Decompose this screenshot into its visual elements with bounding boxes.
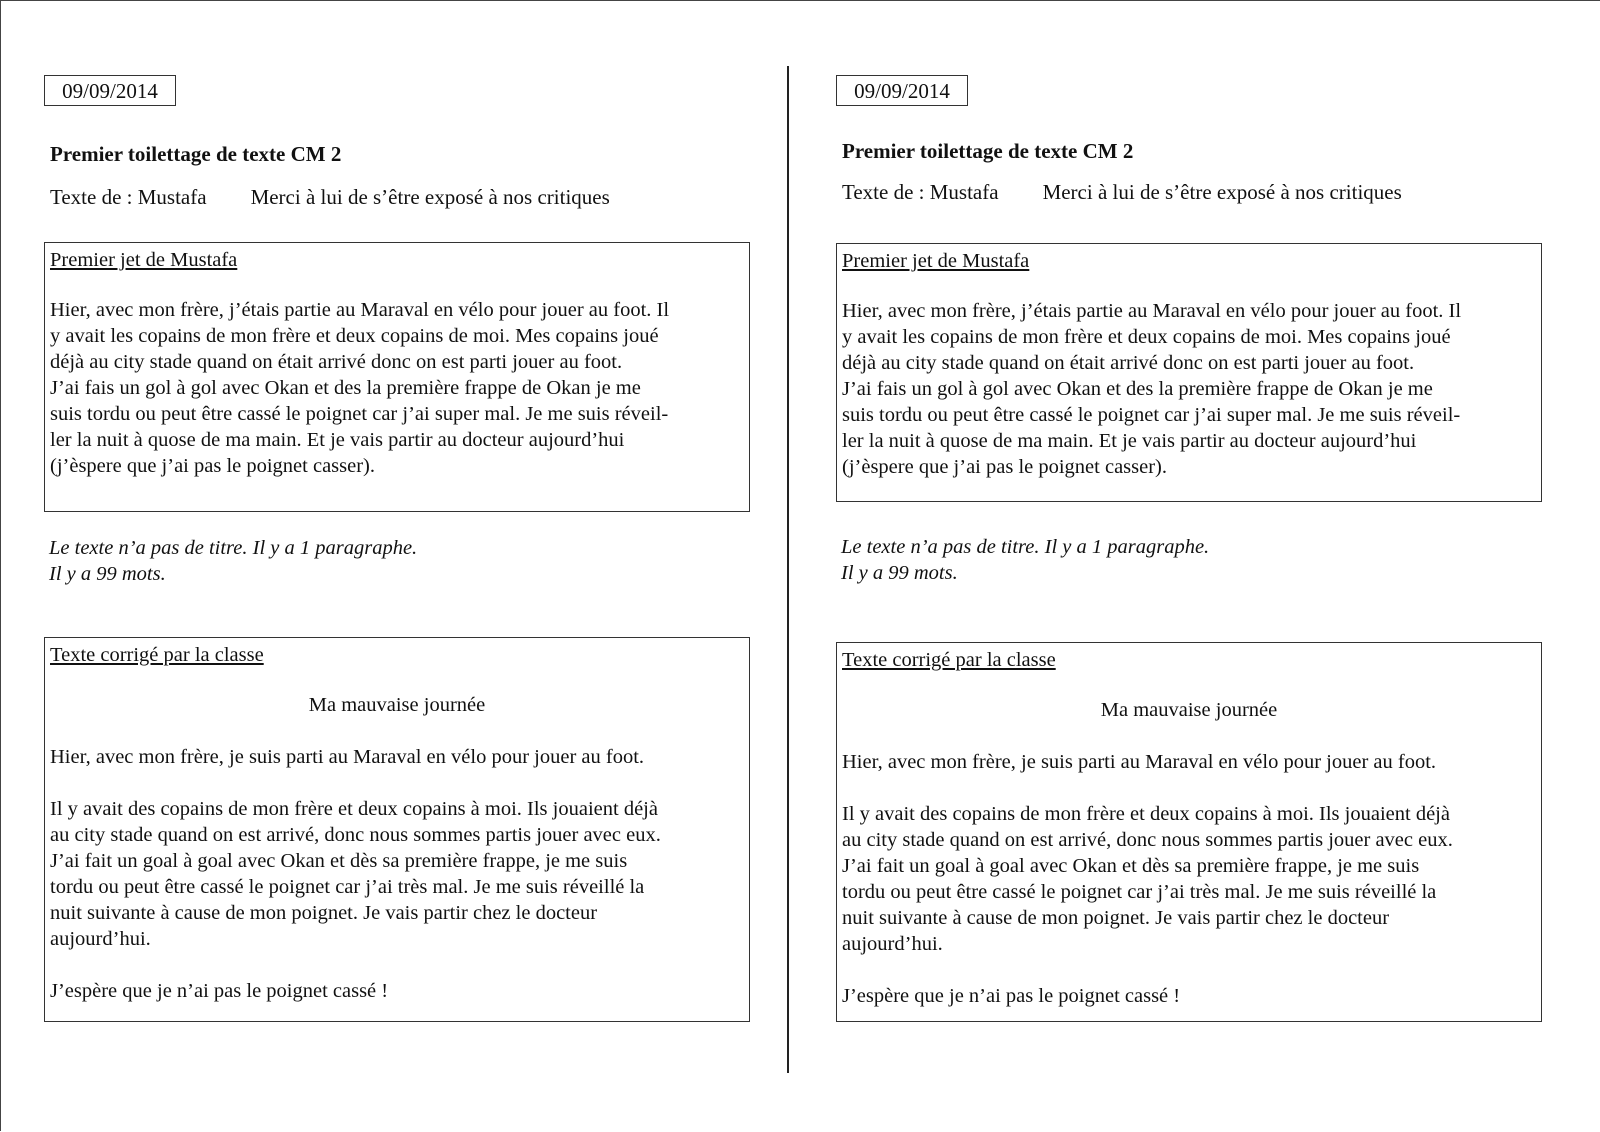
corrected-paragraph: J’espère que je n’ai pas le poignet cassé ! xyxy=(50,980,389,1002)
corrected-paragraph: Hier, avec mon frère, je suis parti au Maraval en vélo pour jouer au foot. xyxy=(50,746,645,768)
draft-notes xyxy=(841,534,1209,586)
story-title: Ma mauvaise journée xyxy=(1100,699,1278,721)
thanks-line: Merci à lui de s’être exposé à nos critiques xyxy=(1042,180,1402,204)
corrected-line: J’ai fait un goal à goal avec Okan et dès sa première frappe, je me suis xyxy=(50,850,628,872)
corrected-line: aujourd’hui. xyxy=(842,933,943,955)
corrected-line: aujourd’hui. xyxy=(50,928,151,950)
first-draft-line: y avait les copains de mon frère et deux copains de moi. Mes copains joué xyxy=(842,326,1451,348)
first-draft-line: Hier, avec mon frère, j’étais partie au Maraval en vélo pour jouer au foot. Il xyxy=(50,299,670,321)
draft-notes xyxy=(49,535,417,587)
corrected-line: tordu ou peut être cassé le poignet car j’ai très mal. Je me suis réveillé la xyxy=(842,881,1437,903)
corrected-heading: Texte corrigé par la classe xyxy=(842,649,1056,671)
first-draft-box xyxy=(44,242,750,512)
first-draft-line: suis tordu ou peut être cassé le poignet car j’ai super mal. Je me suis réveil- xyxy=(842,404,1461,426)
author-line: Texte de : Mustafa xyxy=(842,180,999,204)
first-draft-line: J’ai fais un gol à gol avec Okan et des la première frappe de Okan je me xyxy=(50,377,641,399)
document-title: Premier toilettage de texte CM 2 xyxy=(50,142,342,166)
document-title: Premier toilettage de texte CM 2 xyxy=(842,139,1134,163)
corrected-box xyxy=(44,637,750,1022)
story-title: Ma mauvaise journée xyxy=(308,694,486,716)
corrected-line: au city stade quand on est arrivé, donc nous sommes partis jouer avec eux. xyxy=(50,824,661,846)
left-copy xyxy=(1,1,761,1132)
first-draft-heading: Premier jet de Mustafa xyxy=(50,249,238,271)
first-draft-line: (j’èspere que j’ai pas le poignet casser). xyxy=(50,455,376,477)
first-draft-line: déjà au city stade quand on était arrivé donc on est parti jouer au foot. xyxy=(842,352,1415,374)
note-line: Le texte n’a pas de titre. Il y a 1 paragraphe. xyxy=(49,537,418,559)
first-draft-line: déjà au city stade quand on était arrivé donc on est parti jouer au foot. xyxy=(50,351,623,373)
corrected-line: J’ai fait un goal à goal avec Okan et dès sa première frappe, je me suis xyxy=(842,855,1420,877)
corrected-line: au city stade quand on est arrivé, donc nous sommes partis jouer avec eux. xyxy=(842,829,1453,851)
corrected-line: nuit suivante à cause de mon poignet. Je vais partir chez le docteur xyxy=(842,907,1390,929)
column-divider xyxy=(787,66,789,1073)
corrected-line: Il y avait des copains de mon frère et deux copains à moi. Ils jouaient déjà xyxy=(50,798,658,820)
first-draft-heading: Premier jet de Mustafa xyxy=(842,250,1030,272)
date-box: 09/09/2014 xyxy=(44,75,176,106)
right-copy xyxy=(793,1,1553,1132)
thanks-line: Merci à lui de s’être exposé à nos critiques xyxy=(250,185,610,209)
first-draft-line: ler la nuit à quose de ma main. Et je vais partir au docteur aujourd’hui xyxy=(50,429,625,451)
first-draft-line: ler la nuit à quose de ma main. Et je vais partir au docteur aujourd’hui xyxy=(842,430,1417,452)
date-box: 09/09/2014 xyxy=(836,75,968,106)
byline xyxy=(50,185,610,210)
note-line: Il y a 99 mots. xyxy=(49,563,166,585)
first-draft-line: (j’èspere que j’ai pas le poignet casser). xyxy=(842,456,1168,478)
first-draft-line: suis tordu ou peut être cassé le poignet car j’ai super mal. Je me suis réveil- xyxy=(50,403,669,425)
first-draft-line: J’ai fais un gol à gol avec Okan et des la première frappe de Okan je me xyxy=(842,378,1433,400)
first-draft-box xyxy=(836,243,1542,502)
first-draft-line: Hier, avec mon frère, j’étais partie au Maraval en vélo pour jouer au foot. Il xyxy=(842,300,1462,322)
corrected-paragraph: Hier, avec mon frère, je suis parti au Maraval en vélo pour jouer au foot. xyxy=(842,751,1437,773)
corrected-line: nuit suivante à cause de mon poignet. Je vais partir chez le docteur xyxy=(50,902,598,924)
first-draft-line: y avait les copains de mon frère et deux copains de moi. Mes copains joué xyxy=(50,325,659,347)
note-line: Il y a 99 mots. xyxy=(841,562,958,584)
byline xyxy=(842,180,1402,205)
corrected-line: Il y avait des copains de mon frère et deux copains à moi. Ils jouaient déjà xyxy=(842,803,1450,825)
corrected-heading: Texte corrigé par la classe xyxy=(50,644,264,666)
note-line: Le texte n’a pas de titre. Il y a 1 paragraphe. xyxy=(841,536,1210,558)
corrected-line: tordu ou peut être cassé le poignet car j’ai très mal. Je me suis réveillé la xyxy=(50,876,645,898)
corrected-paragraph: J’espère que je n’ai pas le poignet cassé ! xyxy=(842,985,1181,1007)
author-line: Texte de : Mustafa xyxy=(50,185,207,209)
corrected-box xyxy=(836,642,1542,1022)
